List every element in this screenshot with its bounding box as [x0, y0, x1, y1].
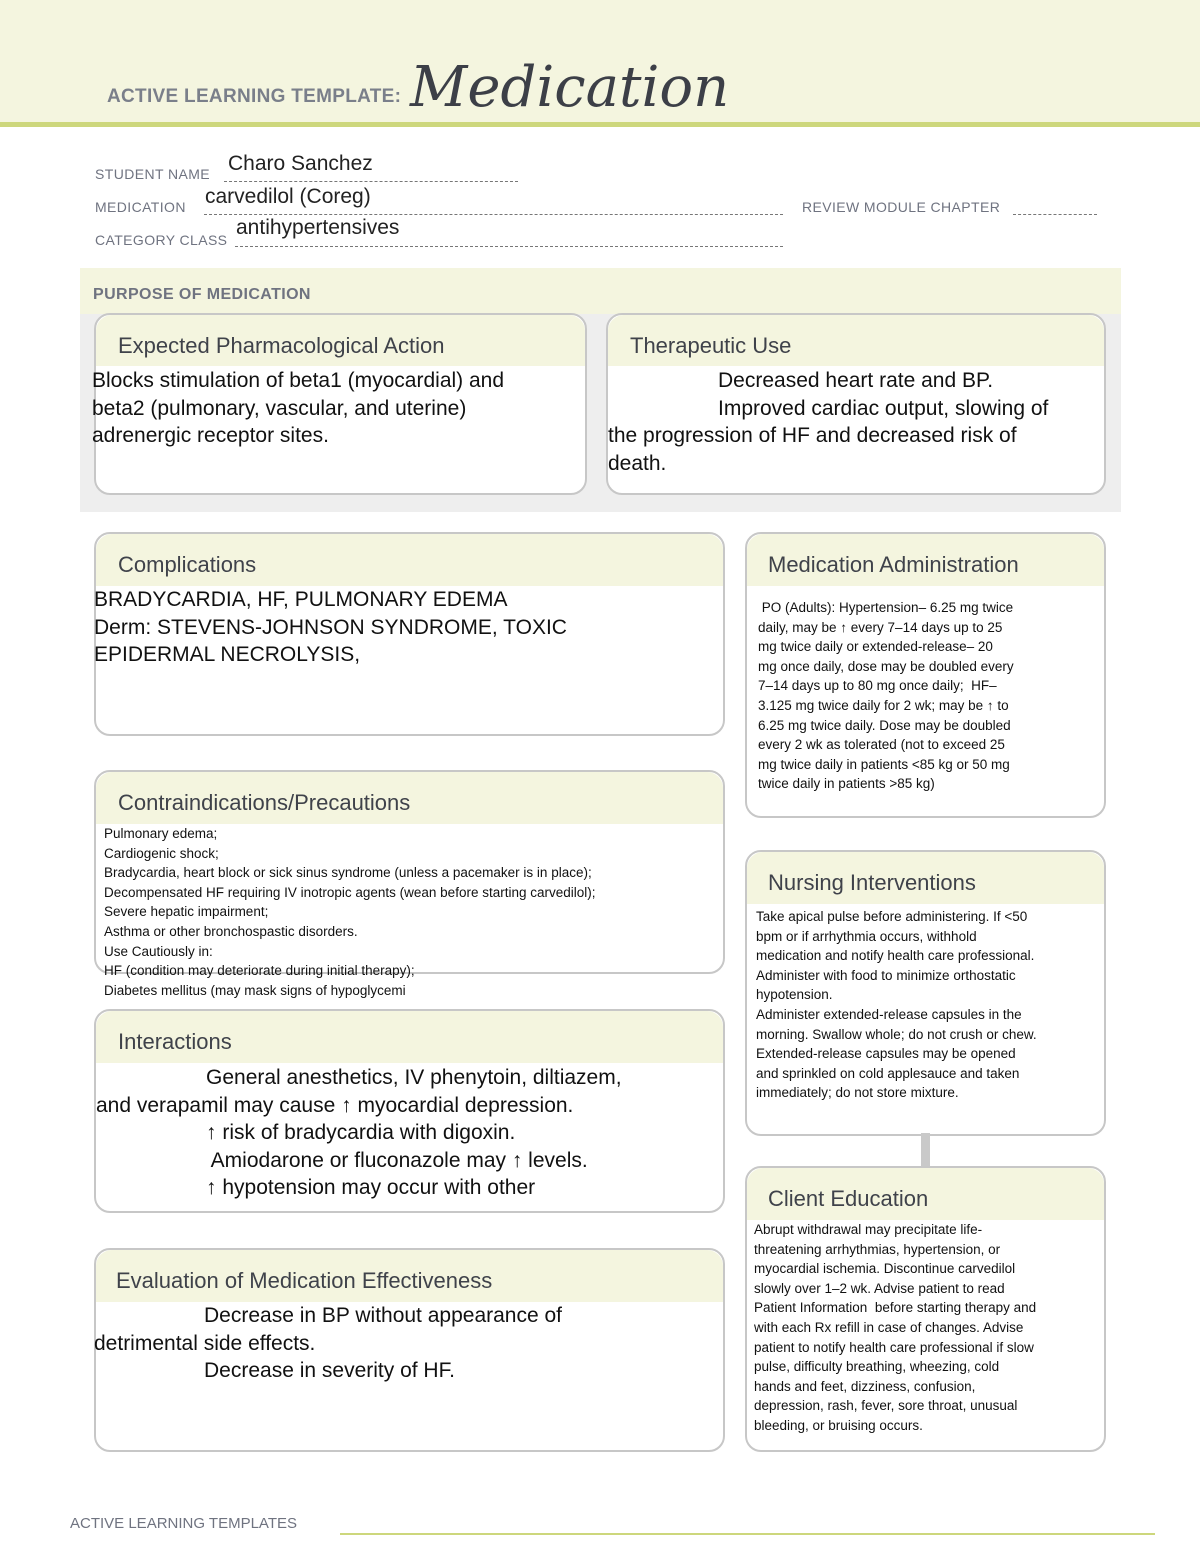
footer-divider: [340, 1533, 1155, 1535]
nursing-box: [745, 850, 1106, 1136]
client-education-box: [745, 1166, 1106, 1452]
interactions-line: ↑ risk of bradycardia with digoxin.: [206, 1121, 516, 1144]
administration-text[interactable]: [758, 598, 1103, 794]
nursing-line: immediately; do not store mixture.: [756, 1085, 959, 1101]
template-label: ACTIVE LEARNING TEMPLATE:: [107, 86, 402, 107]
complications-box: [94, 532, 725, 736]
therapeutic-use-line: Decreased heart rate and BP.: [718, 369, 994, 392]
contraindications-line: Bradycardia, heart block or sick sinus syndrome (unless a pacemaker is in place);: [104, 865, 592, 881]
pharm-action-title: Expected Pharmacological Action: [118, 333, 445, 358]
contraindications-line: Asthma or other bronchospastic disorders.: [104, 923, 358, 939]
client-education-line: Abrupt withdrawal may precipitate life-: [754, 1222, 983, 1237]
interactions-box: [94, 1009, 725, 1213]
category-class-label: CATEGORY CLASS: [95, 232, 228, 248]
interactions-line: Amiodarone or fluconazole may ↑ levels.: [206, 1148, 588, 1172]
administration-title: Medication Administration: [768, 552, 1019, 577]
evaluation-line: Decrease in severity of HF.: [204, 1359, 455, 1382]
nursing-line: medication and notify health care professional.: [756, 948, 1035, 964]
pharm-action-text[interactable]: [92, 367, 592, 450]
nursing-line: hypotension.: [756, 987, 833, 1003]
contraindications-line: Diabetes mellitus (may mask signs of hypoglycemi: [104, 982, 406, 998]
administration-line: daily, may be ↑ every 7–14 days up to 25: [758, 619, 1003, 635]
administration-line: mg twice daily in patients <85 kg or 50 mg: [758, 756, 1010, 772]
contraindications-line: HF (condition may deteriorate during initial therapy);: [104, 963, 415, 979]
pharm-action-line: Blocks stimulation of beta1 (myocardial) and: [92, 369, 505, 392]
category-class-line: [235, 246, 783, 247]
medication-line: [204, 214, 783, 215]
complications-line: BRADYCARDIA, HF, PULMONARY EDEMA: [94, 588, 508, 611]
client-education-line: bleeding, or bruising occurs.: [754, 1417, 923, 1433]
administration-box: [745, 532, 1106, 818]
header-divider: [0, 122, 1200, 127]
administration-line: 3.125 mg twice daily for 2 wk; may be ↑ to: [758, 697, 1009, 713]
pharm-action-box: [94, 313, 587, 495]
nursing-line: Extended-release capsules may be opened: [756, 1046, 1016, 1062]
administration-line: mg twice daily or extended-release– 20: [758, 639, 993, 655]
contraindications-line: Pulmonary edema;: [104, 826, 218, 841]
therapeutic-use-line: death.: [608, 451, 667, 475]
nursing-title: Nursing Interventions: [768, 870, 976, 895]
client-education-line: depression, rash, fever, sore throat, unusual: [754, 1398, 1018, 1414]
student-name-label: STUDENT NAME: [95, 166, 210, 182]
therapeutic-use-box: [606, 313, 1106, 495]
student-name-field[interactable]: Charo Sanchez: [228, 152, 373, 175]
therapeutic-use-text[interactable]: [608, 367, 1108, 477]
interactions-text[interactable]: [96, 1064, 726, 1202]
contraindications-title: Contraindications/Precautions: [118, 790, 411, 815]
nursing-line: and sprinkled on cold applesauce and taken: [756, 1065, 1020, 1081]
contraindications-line: Use Cautiously in:: [104, 943, 213, 959]
contraindications-line: Cardiogenic shock;: [104, 845, 219, 861]
client-education-line: threatening arrhythmias, hypertension, or: [754, 1241, 1001, 1257]
therapeutic-use-line: Improved cardiac output, slowing of: [718, 396, 1049, 420]
evaluation-text[interactable]: [94, 1302, 724, 1385]
client-education-line: Patient Information before starting therapy and: [754, 1300, 1037, 1316]
medication-label: MEDICATION: [95, 199, 186, 215]
interactions-line: General anesthetics, IV phenytoin, diltiazem,: [206, 1066, 622, 1089]
nursing-line: morning. Swallow whole; do not crush or chew.: [756, 1026, 1037, 1042]
administration-line: 7–14 days up to 80 mg once daily; HF–: [758, 678, 997, 694]
therapeutic-use-line: the progression of HF and decreased risk of: [608, 424, 1017, 447]
administration-line: 6.25 mg twice daily. Dose may be doubled: [758, 717, 1011, 733]
client-education-line: myocardial ischemia. Discontinue carvedilol: [754, 1261, 1016, 1277]
footer-label: ACTIVE LEARNING TEMPLATES: [70, 1515, 297, 1532]
nursing-line: Take apical pulse before administering. If <50: [756, 909, 1028, 924]
administration-line: PO (Adults): Hypertension– 6.25 mg twice: [758, 600, 1014, 615]
evaluation-title: Evaluation of Medication Effectiveness: [116, 1268, 493, 1293]
administration-line: mg once daily, dose may be doubled every: [758, 658, 1014, 674]
evaluation-box: [94, 1248, 725, 1452]
complications-text[interactable]: [94, 586, 724, 669]
evaluation-line: Decrease in BP without appearance of: [204, 1304, 563, 1327]
nursing-line: Administer extended-release capsules in the: [756, 1006, 1022, 1022]
client-education-title: Client Education: [768, 1186, 929, 1211]
interactions-line: and verapamil may cause ↑ myocardial depression.: [96, 1093, 574, 1117]
contraindications-line: Severe hepatic impairment;: [104, 904, 269, 920]
purpose-heading: PURPOSE OF MEDICATION: [93, 286, 311, 303]
box-connector: [921, 1133, 930, 1166]
nursing-line: bpm or if arrhythmia occurs, withhold: [756, 928, 977, 944]
evaluation-line: detrimental side effects.: [94, 1331, 316, 1355]
contraindications-text[interactable]: [104, 824, 724, 1000]
contraindications-line: Decompensated HF requiring IV inotropic agents (wean before starting carvedilol);: [104, 884, 596, 900]
complications-line: EPIDERMAL NECROLYSIS,: [94, 643, 361, 666]
client-education-line: patient to notify health care professional if slow: [754, 1339, 1034, 1355]
client-education-line: with each Rx refill in case of changes. Advise: [754, 1319, 1024, 1335]
client-education-line: pulse, difficulty breathing, wheezing, cold: [754, 1359, 1000, 1375]
client-education-line: hands and feet, dizziness, confusion,: [754, 1378, 976, 1394]
category-class-field[interactable]: antihypertensives: [236, 216, 400, 239]
client-education-line: slowly over 1–2 wk. Advise patient to read: [754, 1280, 1005, 1296]
nursing-text[interactable]: [756, 907, 1104, 1103]
interactions-line: ↑ hypotension may occur with other: [206, 1176, 536, 1199]
review-module-label: REVIEW MODULE CHAPTER: [802, 199, 1001, 215]
client-education-text[interactable]: [754, 1220, 1104, 1436]
interactions-title: Interactions: [118, 1029, 232, 1054]
medication-field[interactable]: carvedilol (Coreg): [205, 185, 371, 208]
complications-line: Derm: STEVENS-JOHNSON SYNDROME, TOXIC: [94, 615, 567, 639]
administration-line: every 2 wk as tolerated (not to exceed 25: [758, 737, 1005, 753]
student-name-line: [224, 181, 518, 182]
pharm-action-line: beta2 (pulmonary, vascular, and uterine): [92, 396, 467, 420]
administration-line: twice daily in patients >85 kg): [758, 776, 935, 792]
therapeutic-use-title: Therapeutic Use: [630, 333, 792, 358]
nursing-line: Administer with food to minimize orthostatic: [756, 967, 1016, 983]
pharm-action-line: adrenergic receptor sites.: [92, 424, 329, 447]
complications-title: Complications: [118, 552, 257, 577]
review-module-field[interactable]: [1013, 214, 1097, 215]
page-title: Medication: [410, 55, 730, 120]
